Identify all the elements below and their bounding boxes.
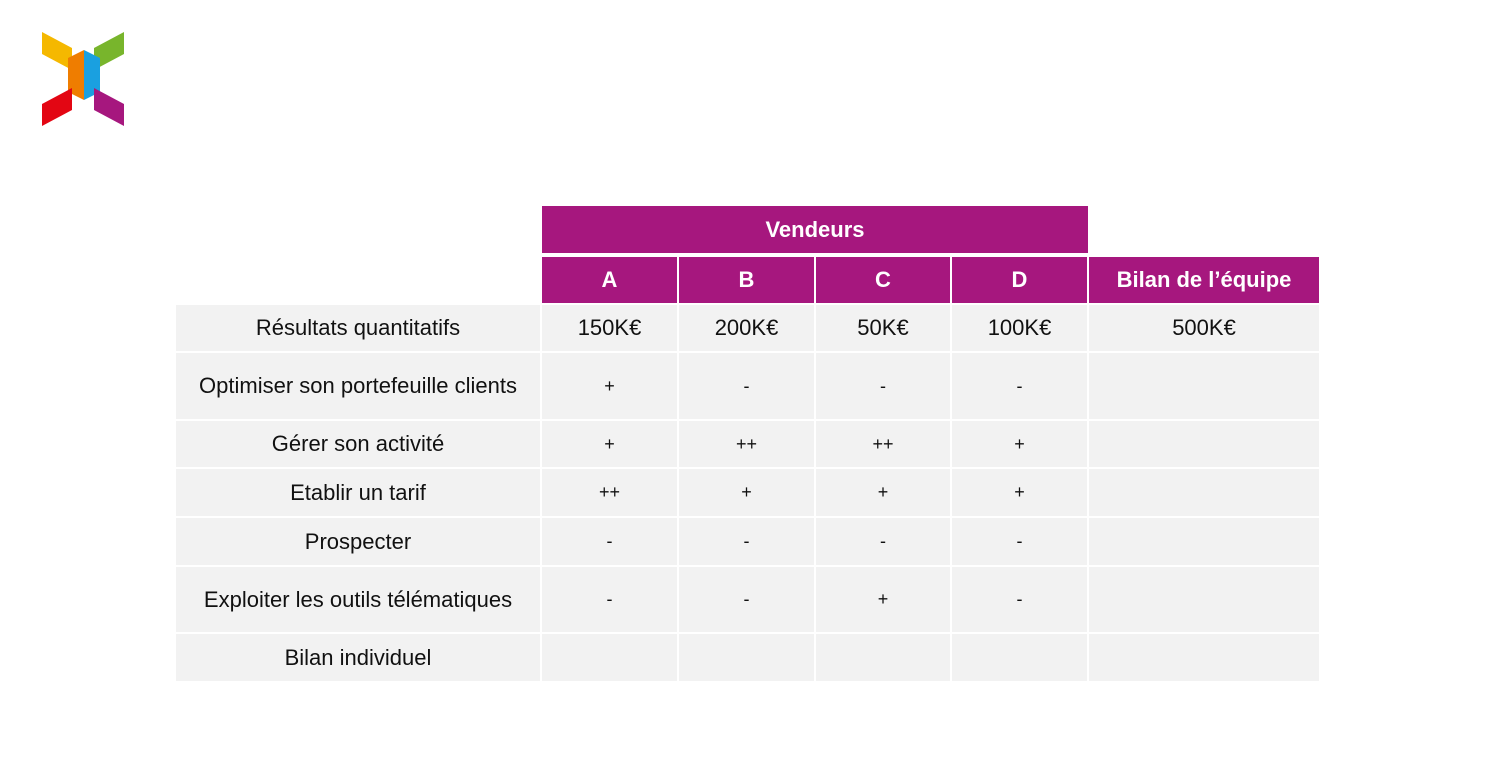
table-cell: - — [816, 353, 950, 419]
table-cell: ++ — [542, 469, 677, 516]
table-cell — [816, 634, 950, 681]
table-cell: - — [679, 518, 814, 565]
table-cell — [1089, 353, 1319, 419]
table-cell: - — [679, 353, 814, 419]
table-cell — [542, 634, 677, 681]
column-header: Bilan de l’équipe — [1089, 257, 1319, 303]
table-cell: + — [816, 469, 950, 516]
table-cell: + — [952, 469, 1087, 516]
row-label: Prospecter — [176, 518, 540, 565]
row-label: Exploiter les outils télématiques — [176, 567, 540, 632]
table-cell: - — [542, 567, 677, 632]
table-cell: - — [952, 518, 1087, 565]
table-cell: 50K€ — [816, 305, 950, 351]
table-cell: + — [816, 567, 950, 632]
table-cell — [1089, 469, 1319, 516]
table-cell: - — [816, 518, 950, 565]
table-cell — [1089, 518, 1319, 565]
table-cell: + — [542, 353, 677, 419]
table-cell: - — [952, 353, 1087, 419]
table-cell: - — [542, 518, 677, 565]
table-cell: 200K€ — [679, 305, 814, 351]
table-cell: + — [542, 421, 677, 467]
row-label: Etablir un tarif — [176, 469, 540, 516]
table-cell: - — [952, 567, 1087, 632]
row-label: Optimiser son portefeuille clients — [176, 353, 540, 419]
column-header: C — [816, 257, 950, 303]
table-cell — [679, 634, 814, 681]
table-cell — [1089, 421, 1319, 467]
table-cell — [952, 634, 1087, 681]
table-cell: ++ — [679, 421, 814, 467]
row-label: Gérer son activité — [176, 421, 540, 467]
row-label: Bilan individuel — [176, 634, 540, 681]
table-cell — [1089, 567, 1319, 632]
group-header-vendeurs: Vendeurs — [542, 206, 1088, 253]
table-cell: ++ — [816, 421, 950, 467]
column-header: D — [952, 257, 1087, 303]
company-logo — [40, 30, 126, 126]
table-cell: + — [679, 469, 814, 516]
column-header: A — [542, 257, 677, 303]
table-cell: - — [679, 567, 814, 632]
table-cell: 100K€ — [952, 305, 1087, 351]
table-cell: 500K€ — [1089, 305, 1319, 351]
row-label: Résultats quantitatifs — [176, 305, 540, 351]
table-cell: + — [952, 421, 1087, 467]
column-header: B — [679, 257, 814, 303]
table-cell — [1089, 634, 1319, 681]
table-cell: 150K€ — [542, 305, 677, 351]
